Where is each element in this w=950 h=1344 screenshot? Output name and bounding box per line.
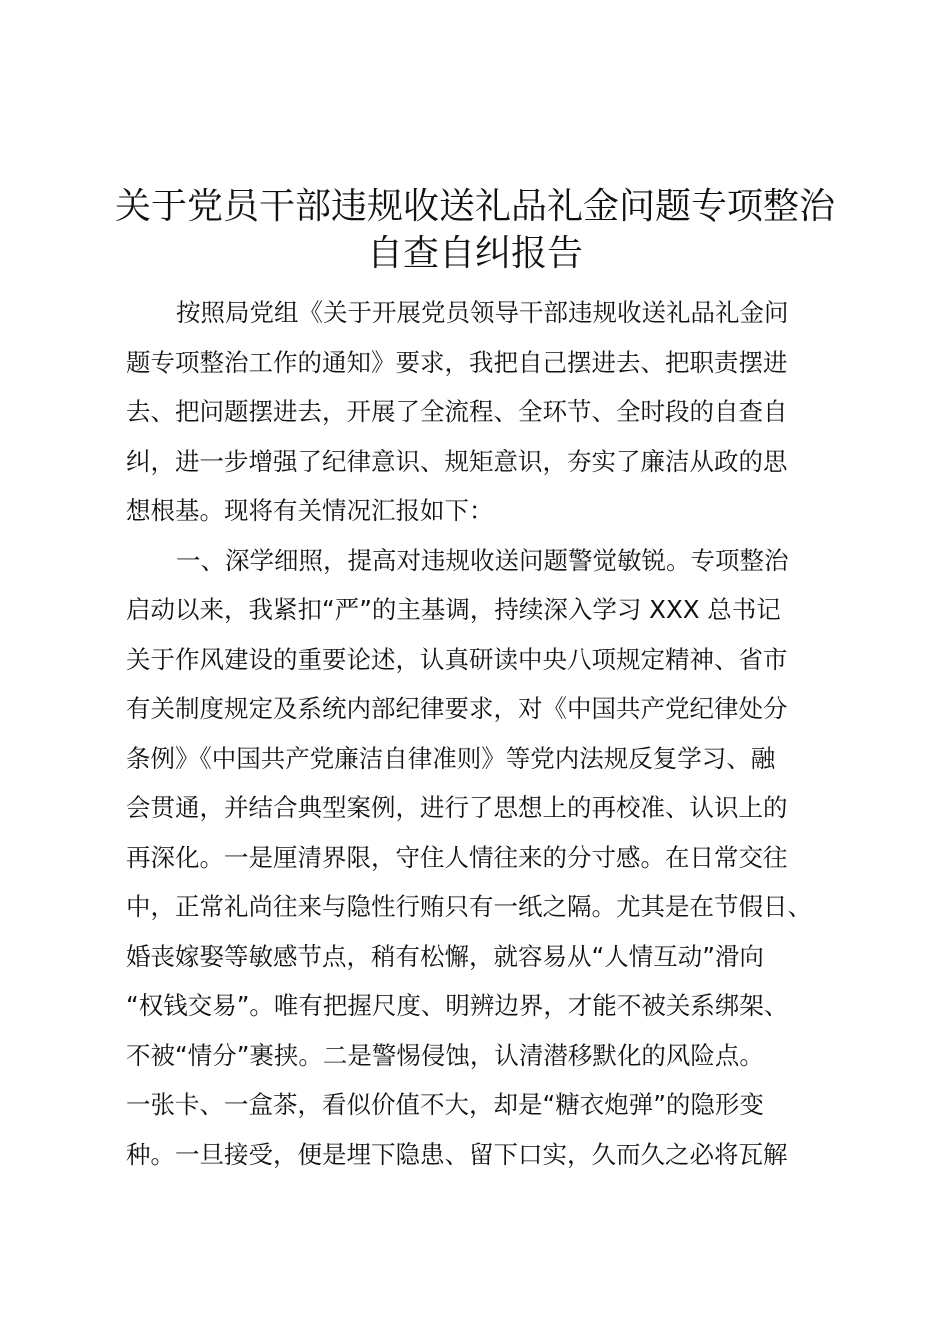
body-line: 再深化。一是厘清界限，守住人情往来的分寸感。在日常交往 [126,842,788,872]
body-line: 有关制度规定及系统内部纪律要求，对《中国共产党纪律处分 [126,694,788,723]
body-line: 婚丧嫁娶等敏感节点，稍有松懈，就容易从“人情互动”滑向 [126,941,764,971]
body-line: 种。一旦接受，便是埋下隐患、留下口实，久而久之必将瓦解 [126,1139,788,1169]
body-line: 不被“情分”裹挟。二是警惕侵蚀，认清潜移默化的风险点。 [126,1040,764,1070]
body-line: 条例》《中国共产党廉洁自律准则》等党内法规反复学习、融 [126,743,776,773]
body-line: 按照局党组《关于开展党员领导干部违规收送礼品礼金问 [176,298,789,327]
body-line: 启动以来，我紧扣“严”的主基调，持续深入学习 XXX 总书记 [126,595,781,624]
body-line: 会贯通，并结合典型案例，进行了思想上的再校准、认识上的 [126,793,788,822]
body-line: “权钱交易”。唯有把握尺度、明辨边界，才能不被关系绑架、 [126,991,789,1020]
document-body [126,288,838,1179]
body-line: 一张卡、一盒茶，看似价值不大，却是“糖衣炮弹”的隐形变 [126,1090,764,1119]
body-line: 题专项整治工作的通知》要求，我把自己摆进去、把职责摆进 [126,347,788,377]
body-line: 想根基。现将有关情况汇报如下： [126,496,494,525]
document-title-line-2: 自查自纠报告 [366,233,583,274]
body-line: 关于作风建设的重要论述，认真研读中央八项规定精神、省市 [126,644,788,674]
body-line: 去、把问题摆进去，开展了全流程、全环节、全时段的自查自 [126,397,788,426]
document-title-line-1: 关于党员干部违规收送礼品礼金问题专项整治 [114,186,835,227]
body-line: 纠，进一步增强了纪律意识、规矩意识，夯实了廉洁从政的思 [126,446,788,476]
body-line: 一、深学细照，提高对违规收送问题警觉敏锐。专项整治 [176,545,789,575]
body-line: 中，正常礼尚往来与隐性行贿只有一纸之隔。尤其是在节假日、 [126,892,812,921]
